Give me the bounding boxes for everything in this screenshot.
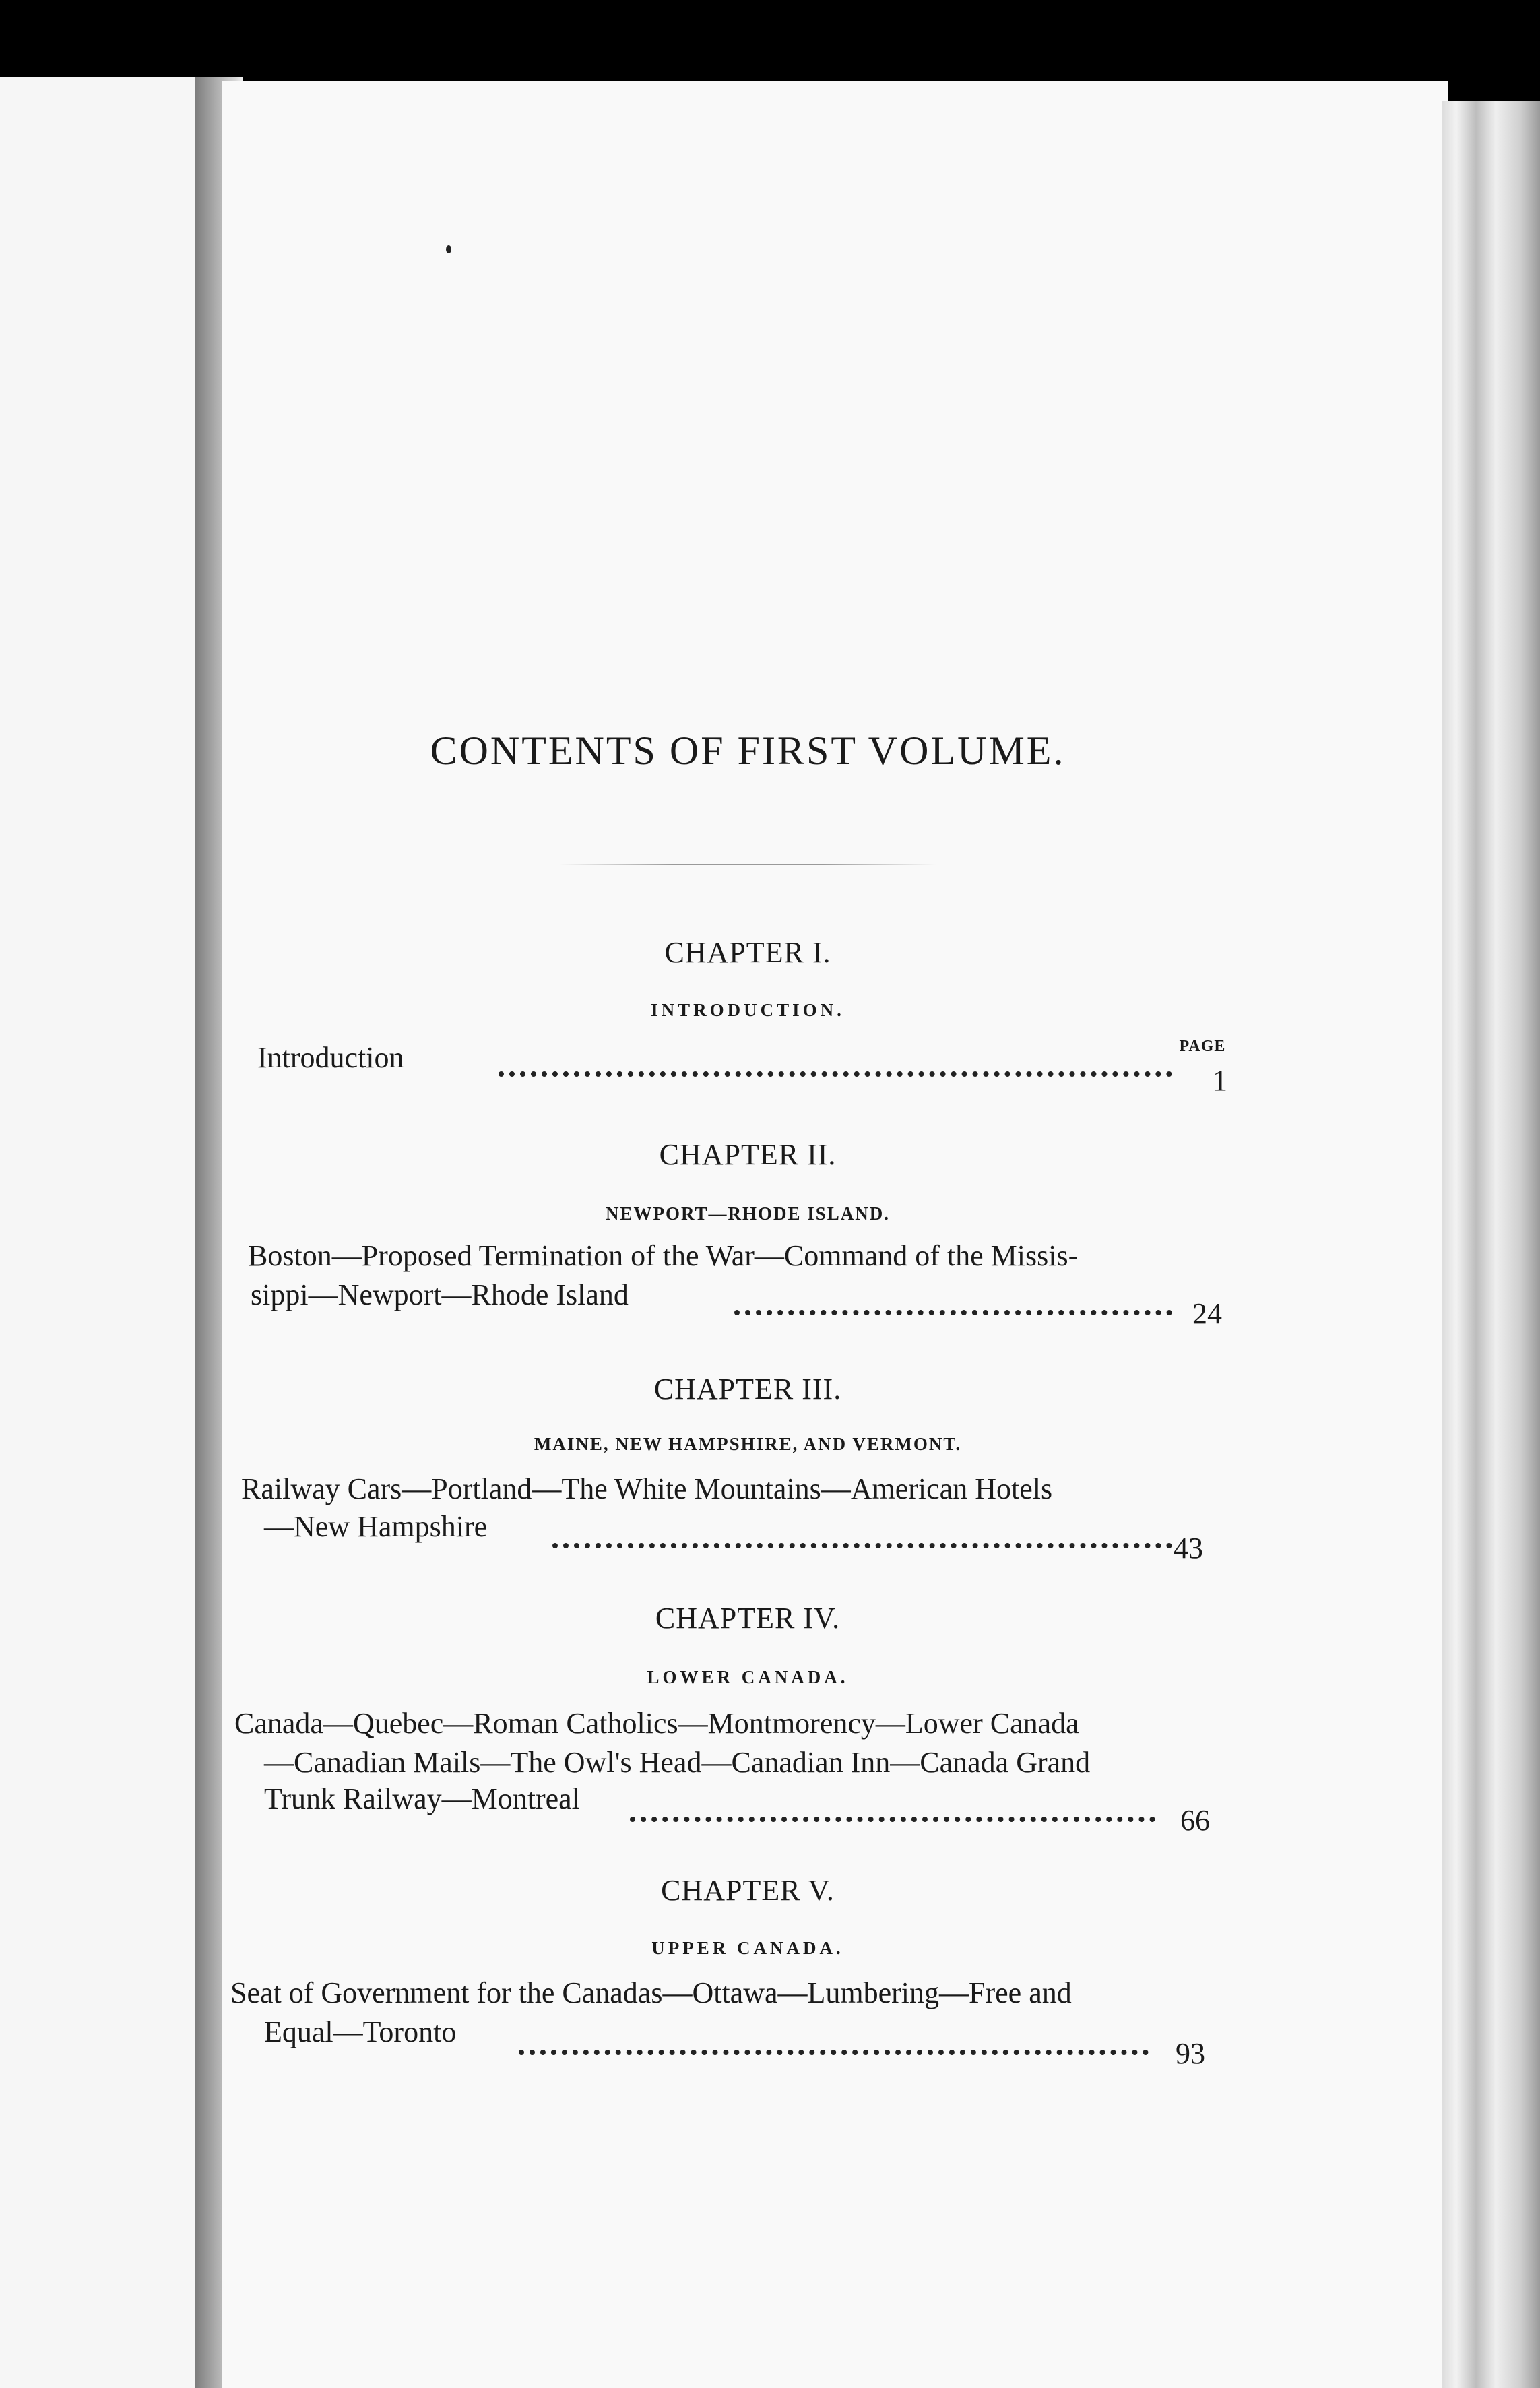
chapter-2-page-number: 24 [1192,1297,1222,1330]
ink-speck [446,245,451,253]
title-rule [559,864,936,865]
chapter-4-leader [630,1817,1155,1822]
chapter-1-entry-line: Introduction [257,1041,404,1074]
chapter-3-entry-line: Railway Cars—Portland—The White Mountains—American Hotels [241,1472,1053,1505]
chapter-5-leader [519,2050,1149,2055]
chapter-5-entry-line: Seat of Government for the Canadas—Ottawa—Lumbering—Free and [230,1976,1072,2009]
chapter-4-page-number: 66 [1180,1804,1210,1837]
chapter-1-leader [499,1071,1172,1077]
chapter-2-heading: CHAPTER II. [659,1138,837,1171]
chapter-1-subtitle: INTRODUCTION. [651,1000,845,1020]
chapter-2-entry-line: Boston—Proposed Termination of the War—Command of the Missis- [248,1239,1079,1272]
page-edges [1442,101,1540,2388]
chapter-5-subtitle: UPPER CANADA. [651,1938,844,1958]
chapter-3-leader [552,1543,1172,1548]
chapter-4-entry-line: Trunk Railway—Montreal [264,1782,580,1815]
page-title: CONTENTS OF FIRST VOLUME. [430,728,1066,773]
chapter-4-subtitle: LOWER CANADA. [647,1667,849,1687]
chapter-2-subtitle: NEWPORT—RHODE ISLAND. [605,1203,891,1224]
chapter-4-entry-line: Canada—Quebec—Roman Catholics—Montmorency—Lower Canada [234,1707,1079,1740]
chapter-5-page-number: 93 [1176,2037,1205,2070]
chapter-1-heading: CHAPTER I. [664,936,831,969]
chapter-4-heading: CHAPTER IV. [655,1602,841,1635]
chapter-2-entry-line: sippi—Newport—Rhode Island [251,1278,629,1311]
chapter-3-entry-line: —New Hampshire [264,1510,488,1543]
chapter-3-page-number: 43 [1174,1532,1203,1565]
chapter-1-page-number: 1 [1213,1064,1227,1097]
chapter-2-leader [734,1310,1172,1315]
chapter-5-heading: CHAPTER V. [661,1874,835,1907]
chapter-3-heading: CHAPTER III. [653,1373,842,1406]
chapter-4-entry-line: —Canadian Mails—The Owl's Head—Canadian Inn—Canada Grand [264,1746,1091,1779]
page-column-label: PAGE [1179,1038,1226,1055]
chapter-3-subtitle: MAINE, NEW HAMPSHIRE, AND VERMONT. [534,1434,962,1454]
chapter-5-entry-line: Equal—Toronto [264,2015,457,2048]
left-page [0,77,202,2388]
